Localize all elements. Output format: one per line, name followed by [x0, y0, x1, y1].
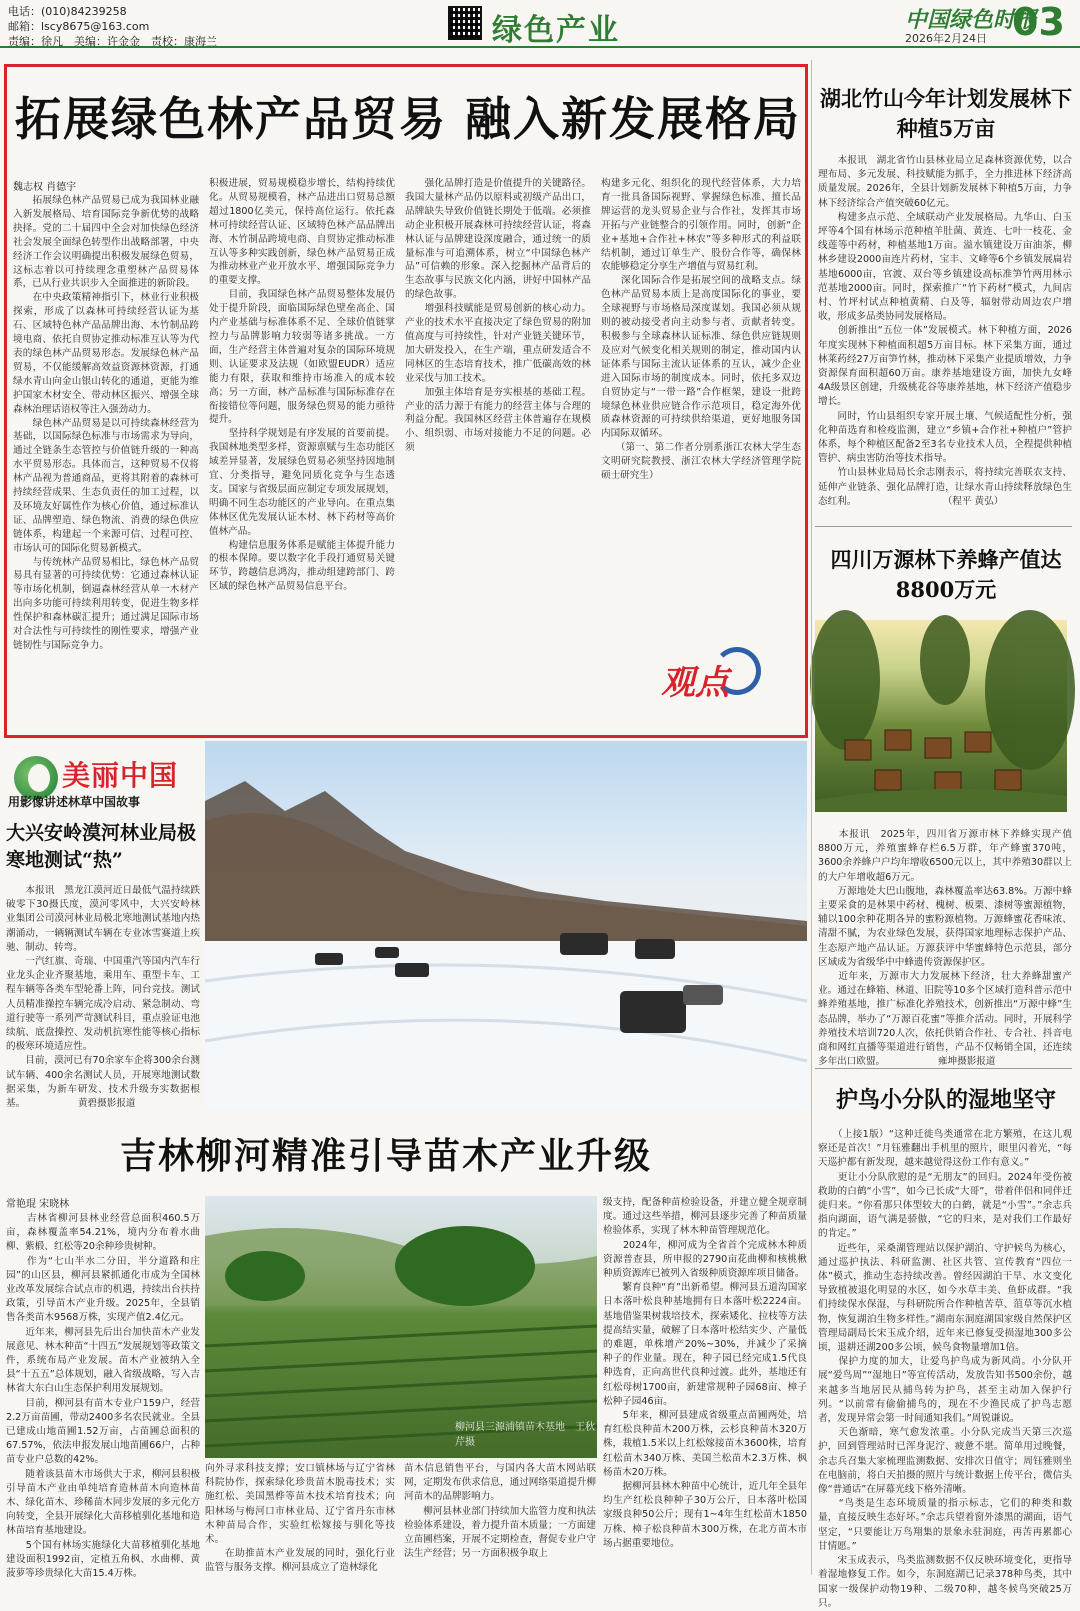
nursery-caption: 柳河县三源浦镇苗木基地 王秋芹摄 [455, 1422, 595, 1448]
issue-date: 2026年2月24日 [905, 32, 987, 45]
opinion-badge-text: 观点 [661, 663, 729, 703]
page-masthead [0, 0, 1080, 48]
section-name: 绿色产业 [492, 13, 620, 48]
feature-article [4, 64, 808, 738]
jilin-column-2: 向外寻求科技支撑；安口镇林场与辽宁省林科院协作，探索绿化珍贵苗木脱毒技术；实施红松、美国黑桦等苗木技术培育技术；向阳林场与梅河口市林业局、辽宁省丹东市林木种苗局合作，实验红松嫁接与驯化等技术。 在助推苗木产业发展的同时，强化行业监管与服务支撑。柳河县成立了造林绿化 [205, 1463, 395, 1574]
jilin-byline: 常艳琨 宋晓林 [6, 1199, 70, 1210]
qr-code-icon [448, 6, 482, 40]
birds-body: （上接1版）“这种迁徙鸟类通常在北方繁殖，在这儿观察还是首次！”月钰雅翻出手机里的照片，眼里闪着光，“每天巡护都有新发现，越来越觉得这份工作有意义。” 更让小分队欣慰的是“无朋友”的回归。2024年受伤被救助的白鹤“小雪”，如今已长成“大哥”，带着伴侣和同伴迁徙归来。“你看那只体型较大的白鹤，就是“小雪”。”余志兵指向湖面，语气满是骄傲，“它的归来，是对我们工作最好的肯定。” 近些年，采桑湖管理站以保护湖泊、守护候鸟为核心，通过巡护执法、科研监测、社区共管、宣传教育“四位一体”模式，推动生态持续改善。曾经因湖泊干旱、水文变化导致植被退化明显的水区，如今水草丰美、鱼虾成群。“我们持续保水保湿，与科研院所合作种植苦草、菹草等沉水植物，恢复湖泊生物多样性。”湖南东洞庭湖国家级自然保护区管理局副局长宋玉成介绍，近年来已修复受损湿地300多公顷，退耕还湖200多公顷，候鸟食物量增加1倍。 保护力度的加大，让爱鸟护鸟成为新风尚。小分队开展“爱鸟周”“湿地日”等宣传活动，发放告知书500余份，越来越多当地居民从捕鸟转为护鸟，甚至主动加入保护行列。“以前常有偷偷捕鸟的，现在不少渔民成了护鸟志愿者，发现异常会第一时间通知我们。”周锐谦说。 天色渐暗，寒气愈发浓重。小分队完成当天第三次巡护，回到管理站时已浑身泥泞、疲惫不堪。简单用过晚餐，余志兵召集大家梳理监测数据、安排次日值守；周钰雅则坐在电脑前，将白天拍摄的照片与统计数据上传平台，微信头像“普通话”在屏幕光线下格外清晰。 “鸟类是生态环境质量的指示标志，它们的种类和数量，直接反映生态好坏。”余志兵望着窗外漆黑的湖面，语气坚定，“只要能让万鸟翔集的景象永驻洞庭，再苦再累都心甘情愿。” 宋玉成表示，鸟类监测数据不仅反映环境变化，更指导着湿地修复工作。如今，东洞庭湖已记录378种鸟类，其中国家一级保护动物19种、二级70种，越冬候鸟突破25万只。 [818, 1129, 1072, 1609]
email-line: 邮箱：lscy8675@163.com [8, 20, 150, 33]
divider [815, 1068, 1072, 1069]
feature-byline: 魏志权 肖德宇 [13, 182, 77, 193]
jilin-column-1: 吉林省柳河县林业经营总面积460.5万亩，森林覆盖率54.21%，境内分布着水曲柳、紫椴、红松等20余种珍贵树种。 作为“七山半水二分田，半分道路和庄园”的山区县，柳河县紧抓通化市成为全国林业改革发展综合试点市的机遇，持续出台扶持政策，引导苗木产业升级。2025年，全县销售各类苗木9568万株，实现产值2.4亿元。 近年来，柳河县先后出台加快苗木产业发展意见、林木种苗“十四五”发展规划等政策文件，系统布局产业发展。苗木产业被纳入全县“十五五”总体规划，融入省级战略，写入吉林省大东白山生态保护利用发展规划。 目前，柳河县有苗木专业户159户，经营2.2万亩苗圃，带动2400多名农民就业。全县已建成山地苗圃1.52万亩，占苗圃总面积的67.57%，依法申报发展山地苗圃66户，占种苗专业户总数的42%。 随着该县苗木市场供大于求，柳河县积极引导苗木产业由单纯培育造林苗木向造林苗木、绿化苗木、珍稀苗木同步发展的多元化方向转变，全县开展绿化大苗移植驯化基地和造林苗培育基地建设。 5个国有林场实施绿化大苗移植驯化基地建设面积1992亩，定植五角枫、水曲柳、黄菠萝等珍贵绿化大苗15.4万株。 [6, 1213, 200, 1580]
beehive-illustration [815, 620, 1067, 812]
opinion-badge [657, 647, 767, 707]
daxing-body: 本报讯 黑龙江漠河近日最低气温持续跌破零下30摄氏度，漠河零风中，大兴安岭林业集团公司漠河林业局极北寒地测试基地内热潮涌动，一辆辆测试车辆在专业冰雪赛道上疾驰、制动、转弯。 一汽红旗、奇瑞、中国重汽等国内汽车行业龙头企业齐聚基地，乘用车、重型卡车、工程车辆等各类车型轮番上阵，同台竞技。测试人员精准操控车辆完成冷启动、紧急制动、弯道行驶等一系列严苛测试科目，重点验证电池续航、底盘操控、发动机抗寒性能等核心指标的极寒环境适应性。 目前，漠河已有70余家车企将300余台测试车辆、400余名测试人员，开展寒地测试数据采集，为新车研发、技术升级夯实数据根基。 黄碧摄影报道 [6, 885, 200, 1110]
bamboo-headline: 湖北竹山今年计划发展林下种植5万亩 [820, 86, 1072, 141]
snow-test-photo [205, 741, 807, 1109]
beehive-photo [815, 620, 1067, 812]
divider [815, 526, 1072, 527]
jilin-headline: 吉林柳河精准引导苗木产业升级 [120, 1135, 653, 1177]
contact-block [8, 4, 217, 49]
column-rule [811, 60, 812, 1575]
column-name: 美丽中国 [62, 759, 179, 792]
phone-line: 电话：(010)84239258 [8, 5, 127, 18]
page-number: 03 [1012, 0, 1065, 44]
feature-column-4: 构建多元化、组织化的现代经营体系，大力培育一批具备国际视野、掌握绿色标准、擅长品牌运营的龙头贸易企业与合作社，发挥其市场开拓与产业链整合的引领作用。同时，创新“企业+基地+合作社+林农”等多种形式的利益联结机制，通过订单生产、股份合作等，确保林农能够稳定分享生产增值与贸易红利。 深化国际合作是拓展空间的战略支点。绿色林产品贸易本质上是高度国际化的事业，要全球视野与市场格局深度谋划。我国必须从规则的被动接受者向主动参与者、贡献者转变。积极参与全球森林认证标准、绿色供应链规则及应对气候变化相关规则的制定，推动国内认证体系与国际主流认证体系的互认，减少企业进入国际市场的制度成本。同时，依托多双边自贸协定与“一带一路”合作框架，建设一批跨境绿色林业供应链合作示范项目，稳定海外优质森林资源的可持续供给渠道，更好地服务国内国际双循环。 （第一、第二作者分别系浙江农林大学生态文明研究院教授、浙江农林大学经济管理学院硕士研究生） [601, 178, 801, 482]
newspaper-name: 中国绿色时报 [905, 7, 1038, 33]
feature-column-3: 强化品牌打造是价值提升的关键路径。我国大量林产品仍以原料或初级产品出口，品牌缺失导致价值链长期处于低端。必须推动企业积极开展森林可持续经营认证，将森林认证与品牌建设深度融合，通过统一的质量标准与可追溯体系，树立“中国绿色林产品”可信赖的形象。深入挖掘林产品背后的生态故事与民族文化内涵，讲好中国林产品的绿色故事。 增强科技赋能是贸易创新的核心动力。产业的技术水平直接决定了绿色贸易的附加值高度与可持续性，针对产业链关键环节，加大研发投入，在生产端，重点研发适合不同林区的生态培育技术，推广低碳高效的林业采伐与加工技术。 加强主体培育是夯实根基的基础工程。产业的活力源于有能力的经营主体与合理的利益分配。我国林区经营主体普遍存在规模小、组织弱、市场对接能力不足的问题。必须 [405, 178, 591, 454]
editors-line: 责编：徐凡 美编：许金金 责校：康海兰 [8, 35, 217, 48]
honey-headline: 四川万源林下养蜂产值达8800万元 [830, 547, 1062, 602]
birds-headline: 护鸟小分队的湿地坚守 [835, 1087, 1056, 1113]
column-subtitle: 用影像讲述林草中国故事 [8, 795, 141, 809]
jilin-column-3: 苗木信息销售平台，与国内各大苗木网站联网，定期发布供求信息，通过网络渠道提升柳河苗木的品牌影响力。 柳河县林业部门持续加大监管力度和执法检验体系建设，着力提升苗木质量；一方面建立苗圃档案，开展不定期检查，督促专业户守法生产经营；另一方面积极争取上 [404, 1463, 596, 1560]
feature-headline: 拓展绿色林产品贸易 融入新发展格局 [15, 92, 802, 146]
honey-body: 本报讯 2025年，四川省万源市林下养蜂实现产值8800万元，养殖蜜蜂存栏6.5万群，年产蜂蜜370吨，3600余养蜂户户均年增收6500元以上，其中养殖30群以上的大户年增收超6万元。 万源地处大巴山腹地，森林覆盖率达63.8%。万源中蜂主要采食的是林果中药材、槐树、板栗、漆树等蜜源植物，辅以100余种花期各异的蜜粉源植物。万源蜂蜜花香味浓、清甜不腻，为农业绿色发展，获得国家地理标志保护产品、生态原产地产品认证。万源获评中华蜜蜂特色示范县，部分区域成为省级华中中蜂遗传资源保护区。 近年来，万源市大力发展林下经济，壮大养蜂甜蜜产业。通过在蜂箱、林道、旧院等10多个区域打造科普示范中蜂养殖基地，推广标准化养殖技术，创新推出“万源中蜂”生态品牌，举办了“万源百花蜜”等推介活动。同时，开展科学养殖技术培训720人次，依托供销合作社、专合社、抖音电商和网红直播等渠道进行销售，产品不仅畅销全国，还连续多年出口欧盟。 雍坤摄影报道 [818, 829, 1072, 1068]
snowfield-illustration [205, 741, 807, 1109]
daxing-headline: 大兴安岭漠河林业局极寒地测试“热” [6, 822, 197, 871]
bamboo-body: 本报讯 湖北省竹山县林业局立足森林资源优势，以合理布局、多元发展、科技赋能为抓手，全力推进林下经济高质量发展。2026年，全县计划新发展林下种植5万亩，力争林下经济综合产值突破60亿元。 构建多点示范、全域联动产业发展格局。九华山、白玉坪等4个国有林场示范种植羊肚菌、黄连、七叶一枝花、金线莲等中药材，种植基地1万亩。溢水镇建设万亩油茶，柳林乡建设2000亩连片药材，宝丰、文峰等6个乡镇发展扁岩基地6000亩，官渡、双台等乡镇建设高标准笋竹两用林示范基地2000亩。同时，探索推广“竹下药材”模式，九间店村、竹坪村试点种植黄精、白及等，辐射带动周边农户增收，形成多品类协同发展格局。 创新推出“五位一体”发展模式。林下种植方面，2026年度实现林下种植面积超5万亩目标。林下采集方面，通过林莱药经27万亩笋竹林，推动林下采集产业提质增效，力争资源保育面积超60万亩。康养基地建设方面，加快九女峰4A级景区创建，升级桃花谷等康养基地，林下经济产值稳步增长。 同时，竹山县组织专家开展土壤、气候适配性分析，强化种苗选育和检疫监测，建立“乡镇+合作社+种植户”管护体系，每个种植区配备2至3名专业技术人员，全程提供种植管护、病虫害防治等技术指导。 竹山县林业局局长余志刚表示，将持续完善联农支持、延伸产业链条、强化品牌打造，让绿水青山持续释放绿色生态红利。 （程平 黄弘） [818, 155, 1072, 507]
feature-column-2: 积极进展，贸易规模稳步增长，结构持续优化。从贸易规模看，林产品进出口贸易总额超过1800亿美元，保持高位运行。依托森林可持续经营认证、区域特色林产品品牌出海、木竹制品跨境电商、自贸协定推动标准互认等多种实践创新，绿色林产品贸易正成为推动林业产业开放水平、增强国际竞争力的重要支撑。 目前，我国绿色林产品贸易整体发展仍处于提升阶段，面临国际绿色壁垒高企、国内产业基础与标准体系不足、全球价值链掌控力与品牌影响力较弱等诸多挑战。一方面，生产经营主体普遍对复杂的国际环境规则、认证要求及法规（如欧盟EUDR）适应能力有限，获取和维持市场准入的成本较高；另一方面，林产品标准与国际标准存在衔接错位等问题，服务绿色贸易的能力亟待提升。 坚持科学规划是有序发展的首要前提。我国林地类型多样，资源禀赋与生态功能区域差异显著，发展绿色贸易必须坚持因地制宜、分类指导，避免同质化竞争与生态透支。国家与省级层面应制定专项发展规划，明确不同生态功能区的产业导向。在重点集体林区优先发展认证木材、林下药材等高价值林产品。 构建信息服务体系是赋能主体提升能力的根本保障。要以数字化手段打通贸易关键环节，跨越信息鸿沟，推动组建跨部门、跨区域的绿色林产品贸易信息平台。 [209, 178, 395, 593]
jilin-column-4: 级支持，配备种苗检验设备，并建立健全规章制度。通过这些举措，柳河县逐步完善了种苗质量检验体系，实现了林木种苗管理规范化。 2024年，柳河成为全省首个完成林木种质资源普查县，所申报的2790亩花曲柳和核桃楸种质资源库已被列入省级种质资源库项目储备。 繁育良种“育”出新希望。柳河县五道沟国家日本落叶松良种基地拥有日本落叶松2224亩。基地借鉴果树栽培技术，探索矮化、拉枝等方法提高结实量，破解了日本落叶松结实少、产量低的难题，单株增产20%~30%，并减少了采摘种子的作业量。现在，种子园已经完成1.5代良种选育，正向高世代良种过渡。此外，基地还有红松母树1700亩，新建常规种子园68亩、樟子松种子园46亩。 5年来，柳河县建成省级重点苗圃两处，培育红松良种苗木200万株，云杉良种苗木320万株，栽植1.5米以上红松嫁接苗木3600株，培育红松苗木340万株、美国兰松苗木2.3万株、枫杨苗木20万株。 据柳河县林木种苗中心统计，近几年全县年均生产红松良种种子30万公斤，日本落叶松国家级良种50公斤；现有1~4年生红松苗木1850万株、樟子松良种苗木300万株，在北方苗木市场占据重要地位。 [603, 1197, 807, 1549]
feature-column-1: 拓展绿色林产品贸易已成为我国林业融入新发展格局、培育国际竞争新优势的战略抉择。党的二十届四中全会对加快绿色经济社会发展全面绿色转型作出战略部署，中央经济工作会议明确提出积极发展绿色贸易，这标志着以可持续理念重塑林产品贸易体系，已从行业共识步入全面推进的新阶段。 在中央政策精神指引下，林业行业积极探索，形成了以森林可持续经营认证为基石、区域特色林产品品牌出海、木竹制品跨境电商、依托自贸协定推动标准互认等为代表的绿色林产品贸易形态。发展绿色林产品贸易，不仅能缓解高效益资源林资源，打通绿水青山向金山银山转化的通道，更能为维护国家木材安全、带动林区振兴、增强全球森林治理话语权等注入强劲动力。 绿色林产品贸易是以可持续森林经营为基础，以国际绿色标准与市场需求为导向，通过全链条生态管控与价值链升级的一种高水平贸易形态。具体而言，这种贸易不仅将林产品视为普通商品，更将其附着的森林可持续经营成果、生态负责任的加工过程，以及环境友好属性作为核心价值，通过标准认证、品牌塑造、绿色物流、消费的绿色供应链体系，构建起一个来源可信、过程可控、市场认可的国际化贸易新模式。 与传统林产品贸易相比，绿色林产品贸易具有显著的可持续优势：它通过森林认证等市场化机制，倒逼森林经营从单一木材产出向多功能可持续利用转变，促进生物多样性保护和森林碳汇提升；通过满足国际市场对合法性与可持续性的刚性要求，增强产业链韧性与国际竞争力。 [13, 195, 199, 651]
nursery-photo [205, 1196, 597, 1458]
